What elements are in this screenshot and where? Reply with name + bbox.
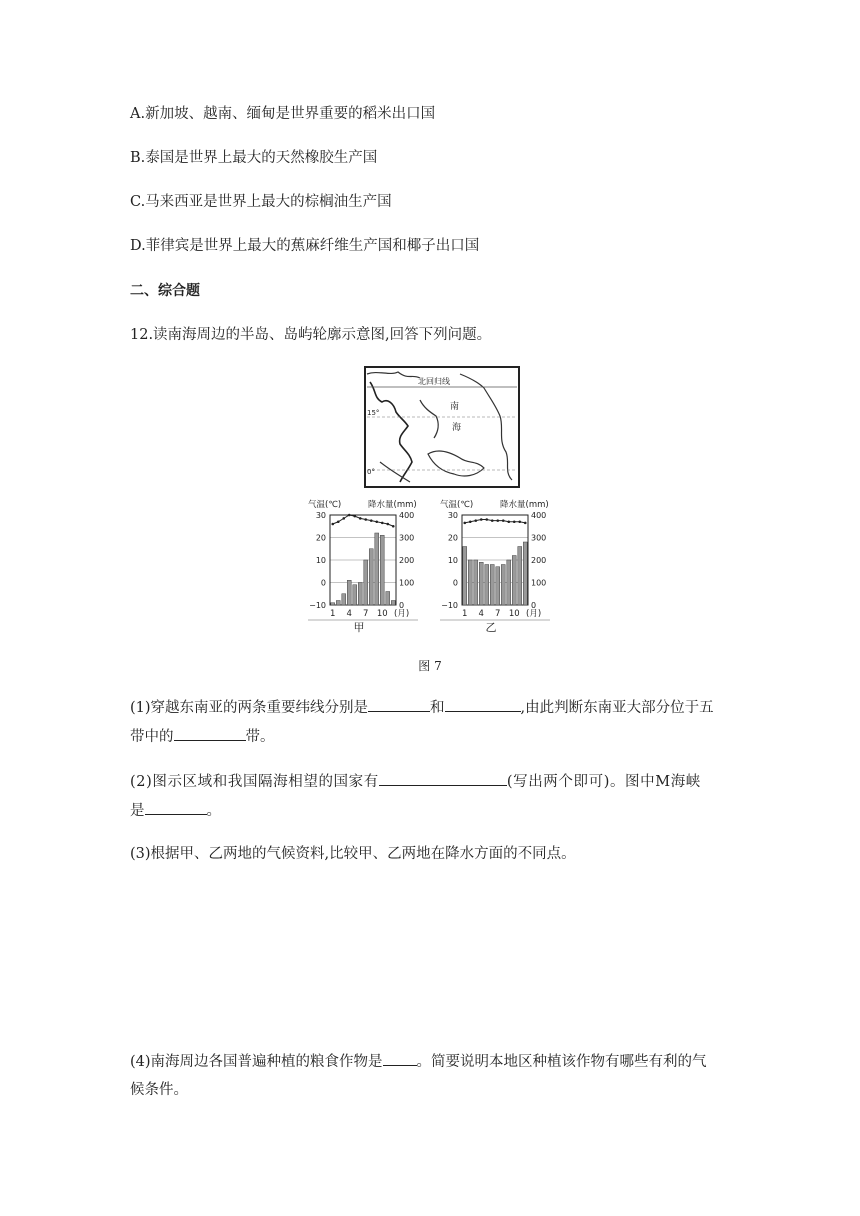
chart-x-tick-label: 4 [346, 609, 352, 619]
chart-x-unit-label: (月) [394, 609, 410, 619]
chart-x-tick-label: 10 [508, 609, 520, 619]
figure-7 [300, 362, 560, 637]
chart-right-tick-label: 0 [399, 601, 405, 610]
temperature-point [381, 522, 384, 525]
precipitation-bar [485, 565, 489, 606]
climate-chart-yi [440, 499, 550, 634]
chart-right-tick-label: 300 [531, 533, 547, 543]
temperature-point [502, 519, 505, 522]
answer-blank[interactable] [383, 1051, 417, 1066]
chart-x-tick-label: 7 [495, 609, 501, 619]
precipitation-bar [523, 542, 527, 605]
temperature-point [353, 515, 356, 518]
q1-text-c: ,由此判断东南亚大部分位于五 [520, 700, 714, 716]
temperature-point [359, 517, 362, 520]
q1-text-a: (1)穿越东南亚的两条重要纬线分别是 [130, 700, 369, 716]
temperature-point [364, 518, 367, 521]
q2-text-d: 。 [206, 803, 221, 819]
precipitation-bar [375, 533, 379, 605]
answer-blank[interactable] [145, 800, 207, 815]
precipitation-bar [364, 560, 368, 605]
temperature-point [469, 520, 472, 523]
map-lat0-label: 0° [367, 468, 375, 476]
temperature-point [496, 519, 499, 522]
question-12-2-line-1 [130, 771, 701, 792]
temperature-point [386, 523, 389, 526]
answer-blank[interactable] [368, 697, 430, 712]
chart-right-axis-label: 降水量(mm) [368, 500, 417, 510]
chart-left-tick-label: 30 [447, 511, 458, 520]
chart-left-tick-label: 0 [320, 578, 326, 588]
temperature-line [333, 515, 394, 526]
chart-left-axis-label: 气温(℃) [308, 500, 342, 510]
temperature-point [375, 520, 378, 523]
chart-right-tick-label: 200 [399, 556, 415, 565]
option-b: B.泰国是世界上最大的天然橡胶生产国 [130, 150, 378, 166]
chart-title-yi: 乙 [485, 621, 497, 634]
chart-left-tick-label: 20 [447, 533, 458, 543]
map-tropic-label: 北回归线 [418, 377, 450, 386]
question-12-2-line-2 [130, 800, 221, 821]
precipitation-bar [474, 560, 478, 605]
map-sea-label-2: 海 [452, 423, 462, 433]
q2-text-a: (2)图示区域和我国隔海相望的国家有 [130, 774, 379, 790]
chart-left-tick-label: −10 [309, 601, 326, 610]
figure-caption: 图 7 [418, 659, 442, 673]
precipitation-bar [463, 547, 467, 606]
chart-left-tick-label: 10 [315, 556, 326, 565]
chart-left-tick-label: 10 [447, 556, 458, 565]
temperature-point [331, 523, 334, 526]
chart-left-tick-label: 30 [315, 511, 326, 520]
temperature-point [518, 520, 521, 523]
precipitation-bar [369, 549, 373, 605]
chart-right-tick-label: 100 [531, 578, 547, 588]
chart-title-jia: 甲 [353, 621, 365, 634]
temperature-point [513, 520, 516, 523]
temperature-point [342, 517, 345, 520]
precipitation-bar [336, 601, 340, 606]
chart-x-tick-label: 4 [478, 609, 484, 619]
question-12-3: (3)根据甲、乙两地的气候资料,比较甲、乙两地在降水方面的不同点。 [130, 846, 576, 862]
precipitation-bar [507, 560, 511, 605]
chart-left-tick-label: 20 [315, 533, 326, 543]
precipitation-bar [512, 556, 516, 606]
option-d: D.菲律宾是世界上最大的蕉麻纤维生产国和椰子出口国 [130, 238, 480, 254]
precipitation-bar [490, 565, 494, 606]
question-12-4-line-1 [130, 1051, 707, 1072]
temperature-point [524, 522, 527, 525]
chart-right-tick-label: 300 [399, 533, 415, 543]
temperature-point [348, 514, 351, 517]
precipitation-bar [353, 585, 357, 605]
temperature-point [480, 518, 483, 521]
precipitation-bar [468, 560, 472, 605]
chart-right-tick-label: 0 [531, 601, 537, 610]
precipitation-bar [342, 594, 346, 605]
chart-x-tick-label: 1 [462, 609, 468, 619]
precipitation-bar [391, 601, 395, 606]
chart-x-tick-label: 10 [376, 609, 388, 619]
question-12-1-line-2 [130, 726, 275, 747]
precipitation-bar [347, 580, 351, 605]
temperature-point [485, 518, 488, 521]
precipitation-bar [331, 603, 335, 605]
figure-7-svg [300, 362, 560, 637]
precipitation-bar [358, 583, 362, 606]
temperature-point [463, 522, 466, 525]
precipitation-bar [518, 547, 522, 606]
answer-blank[interactable] [174, 726, 246, 741]
precipitation-bar [496, 567, 500, 605]
q4-text-b: 。简要说明本地区种植该作物有哪些有利的气 [416, 1054, 707, 1070]
chart-right-tick-label: 100 [399, 578, 415, 588]
answer-blank[interactable] [379, 771, 507, 786]
precipitation-bar [386, 592, 390, 606]
chart-right-tick-label: 200 [531, 556, 547, 565]
precipitation-bar [380, 535, 384, 605]
temperature-point [507, 520, 510, 523]
temperature-point [337, 520, 340, 523]
q4-text-a: (4)南海周边各国普遍种植的粮食作物是 [130, 1054, 383, 1070]
q1-text-e: 带。 [245, 729, 275, 745]
temperature-point [370, 519, 373, 522]
chart-x-tick-label: 1 [330, 609, 336, 619]
temperature-point [392, 525, 395, 528]
question-12-4-line-2: 候条件。 [130, 1082, 188, 1098]
chart-right-tick-label: 400 [399, 511, 415, 520]
south-china-sea-map [365, 367, 519, 487]
chart-right-axis-label: 降水量(mm) [500, 500, 549, 510]
temperature-line [465, 520, 526, 523]
option-c: C.马来西亚是世界上最大的棕榈油生产国 [130, 194, 392, 210]
chart-right-tick-label: 400 [531, 511, 547, 520]
temperature-point [474, 519, 477, 522]
section-heading: 二、综合题 [130, 283, 200, 299]
map-lat15-label: 15° [367, 409, 380, 417]
q1-text-d: 带中的 [130, 729, 174, 745]
chart-left-tick-label: 0 [452, 578, 458, 588]
temperature-point [491, 519, 494, 522]
question-12-1-line-1 [130, 697, 714, 718]
chart-x-unit-label: (月) [526, 609, 542, 619]
q1-text-b: 和 [430, 700, 445, 716]
option-a: A.新加坡、越南、缅甸是世界重要的稻米出口国 [130, 106, 436, 122]
question-12-stem: 12.读南海周边的半岛、岛屿轮廓示意图,回答下列问题。 [130, 327, 492, 343]
precipitation-bar [479, 562, 483, 605]
precipitation-bar [501, 565, 505, 606]
chart-left-axis-label: 气温(℃) [440, 500, 474, 510]
chart-left-tick-label: −10 [441, 601, 458, 610]
map-sea-label-1: 南 [450, 402, 460, 412]
q2-text-b: (写出两个即可)。图中M海峡 [506, 774, 701, 790]
chart-x-tick-label: 7 [363, 609, 369, 619]
climate-chart-jia [308, 499, 418, 634]
answer-blank[interactable] [445, 697, 521, 712]
q2-text-c: 是 [130, 803, 145, 819]
